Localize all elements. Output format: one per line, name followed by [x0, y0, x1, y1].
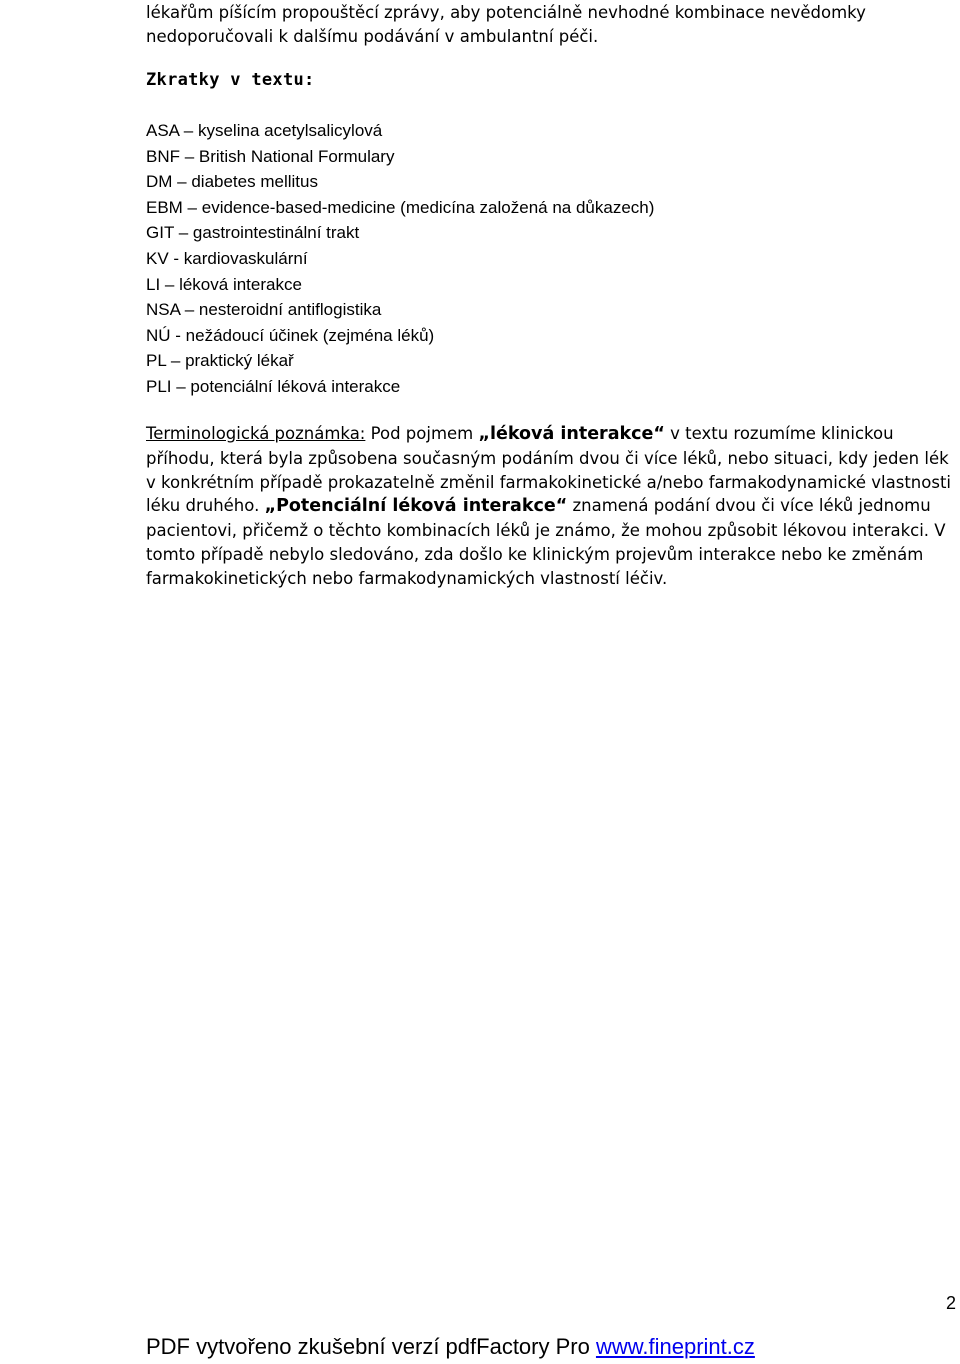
abbreviations-list [146, 118, 654, 400]
abbreviation-item: NSA – nesteroidní antiflogistika [146, 300, 382, 320]
footer-link[interactable]: www.fineprint.cz [595, 1334, 755, 1359]
abbreviation-item: KV - kardiovaskulární [146, 248, 308, 268]
abbreviation-item: GIT – gastrointestinální trakt [146, 223, 360, 243]
abbreviation-item: LI – léková interakce [146, 274, 302, 294]
abbreviations-heading: Zkratky v textu: [146, 70, 315, 90]
term-drug-interaction: „léková interakce“ [478, 424, 665, 444]
abbreviation-item: BNF – British National Formulary [146, 146, 395, 166]
intro-line-2: nedoporučovali k dalšímu podávání v ambulantní péči. [146, 27, 599, 46]
abbreviation-item: NÚ - nežádoucí účinek (zejména léků) [146, 325, 435, 345]
abbreviation-item: ASA – kyselina acetylsalicylová [146, 121, 383, 140]
abbreviation-item: PL – praktický lékař [146, 351, 294, 371]
terminology-note [146, 422, 958, 591]
note-text-1: Pod pojmem [365, 424, 479, 443]
document-page [146, 0, 958, 1359]
terminology-note-label: Terminologická poznámka: [146, 424, 366, 443]
footer-text: PDF vytvořeno zkušební verzí pdfFactory Pro [146, 1334, 596, 1359]
note-text-3: znamená podání dvou či více léků jednomu pacientovi, přičemž o těchto kombinacích léků je známo, že mohou způsobit lékovou interakci. V tomto případě nebylo sledováno, zda došlo ke klinickým projevům interakce nebo ke změnám farmakokinetických nebo farmakodynamických vlastností léčiv. [146, 496, 946, 588]
page-number: 2 [945, 1293, 956, 1313]
intro-paragraph [146, 0, 958, 49]
note-text-2: v textu rozumíme klinickou příhodu, která byla způsobena současným podáním dvou či více léků, nebo situaci, kdy jeden lék v konkrétním případě prokazatelně změnil farmakokinetické a/nebo farmakodynamické vlastnosti léku druhého. [146, 424, 952, 516]
abbreviation-item: PLI – potenciální léková interakce [146, 376, 401, 396]
abbreviation-item: DM – diabetes mellitus [146, 172, 318, 192]
pdf-footer [146, 1334, 755, 1360]
abbreviation-item: EBM – evidence-based-medicine (medicína založená na důkazech) [146, 197, 655, 217]
term-potential-drug-interaction: „Potenciální léková interakce“ [264, 496, 568, 517]
intro-line-1: lékařům píšícím propouštěcí zprávy, aby potenciálně nevhodné kombinace nevědomky [146, 3, 866, 22]
